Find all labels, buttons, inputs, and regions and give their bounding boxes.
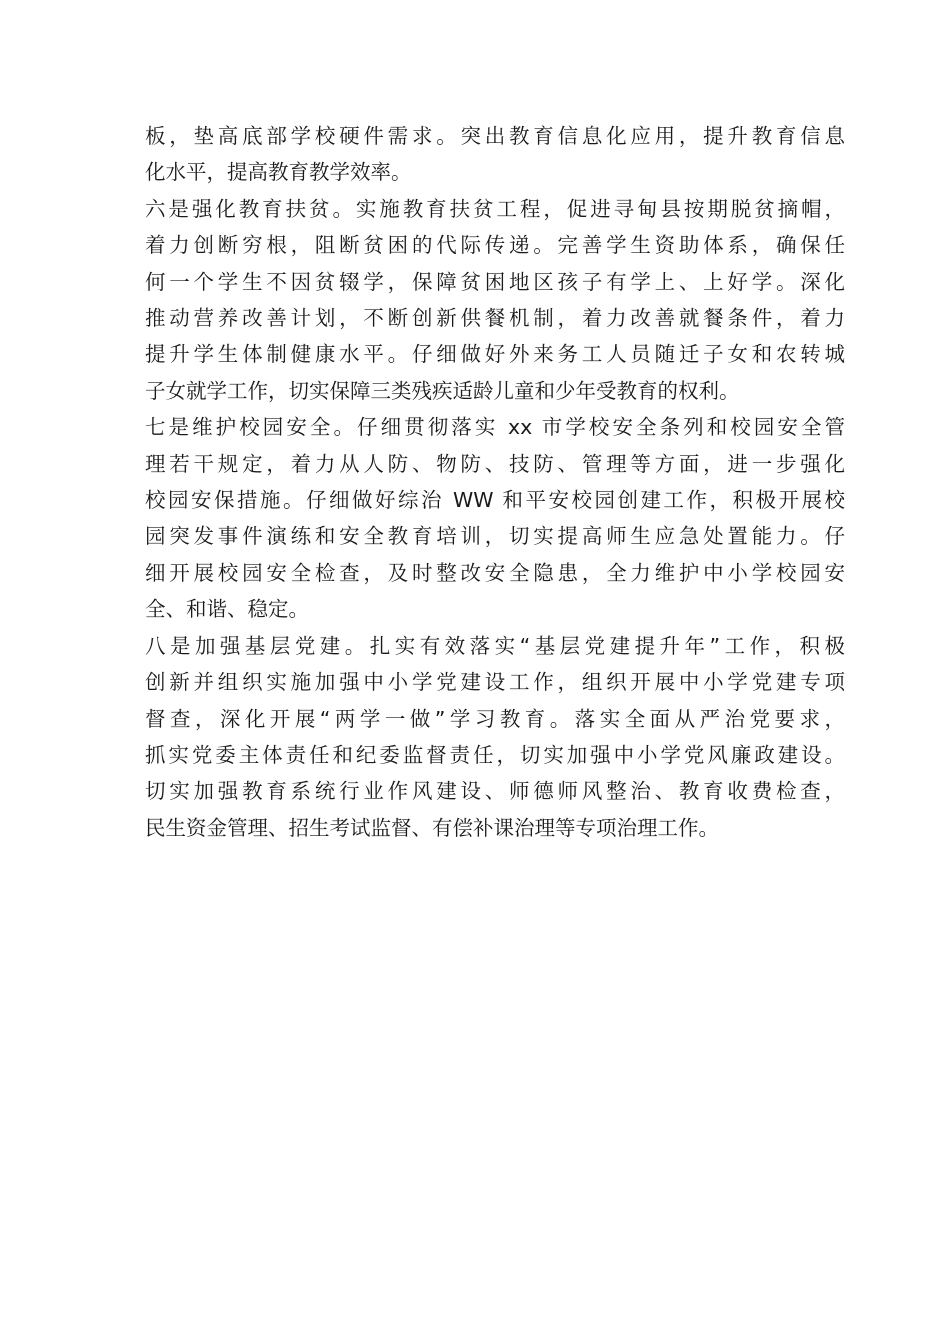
text-line: 提升学生体制健康水平。仔细做好外来务工人员随迁子女和农转城 bbox=[145, 342, 845, 367]
text-line: 化水平，提高教育教学效率。 bbox=[145, 160, 412, 185]
text-line: 园突发事件演练和安全教育培训，切实提高师生应急处置能力。仔 bbox=[145, 524, 845, 549]
text-line: 何一个学生不因贫辍学，保障贫困地区孩子有学上、上好学。深化 bbox=[145, 269, 845, 294]
text-line: 校园安保措施。仔细做好综治 WW 和平安校园创建工作，积极开展校 bbox=[145, 488, 845, 513]
document-body bbox=[145, 118, 845, 846]
text-line: 细开展校园安全检查，及时整改安全隐患，全力维护中小学校园安 bbox=[145, 560, 845, 585]
text-line: 民生资金管理、招生考试监督、有偿补课治理等专项治理工作。 bbox=[145, 815, 719, 840]
paragraph-campus-safety bbox=[145, 409, 845, 627]
text-line: 抓实党委主体责任和纪委监督责任，切实加强中小学党风廉政建设。 bbox=[145, 742, 845, 767]
text-line: 全、和谐、稳定。 bbox=[145, 597, 309, 622]
paragraph-education-poverty bbox=[145, 191, 845, 409]
paragraph-party-building bbox=[145, 628, 845, 846]
text-line: 八是加强基层党建。扎实有效落实“基层党建提升年”工作，积极 bbox=[145, 633, 845, 658]
text-line: 子女就学工作，切实保障三类残疾适龄儿童和少年受教育的权利。 bbox=[145, 378, 740, 403]
paragraph-continued-hardware bbox=[145, 118, 845, 191]
text-line: 理若干规定，着力从人防、物防、技防、管理等方面，进一步强化 bbox=[145, 451, 845, 476]
text-line: 七是维护校园安全。仔细贯彻落实 xx 市学校安全条列和校园安全管 bbox=[145, 415, 845, 440]
text-line: 板，垫高底部学校硬件需求。突出教育信息化应用，提升教育信息 bbox=[145, 124, 845, 148]
text-line: 督查，深化开展“两学一做”学习教育。落实全面从严治党要求， bbox=[145, 706, 845, 731]
text-line: 切实加强教育系统行业作风建设、师德师风整治、教育收费检查， bbox=[145, 779, 845, 804]
text-line: 六是强化教育扶贫。实施教育扶贫工程，促进寻甸县按期脱贫摘帽， bbox=[145, 196, 845, 221]
text-line: 推动营养改善计划，不断创新供餐机制，着力改善就餐条件，着力 bbox=[145, 306, 845, 331]
text-line: 着力创断穷根，阻断贫困的代际传递。完善学生资助体系，确保任 bbox=[145, 233, 845, 258]
text-line: 创新并组织实施加强中小学党建设工作，组织开展中小学党建专项 bbox=[145, 670, 845, 695]
